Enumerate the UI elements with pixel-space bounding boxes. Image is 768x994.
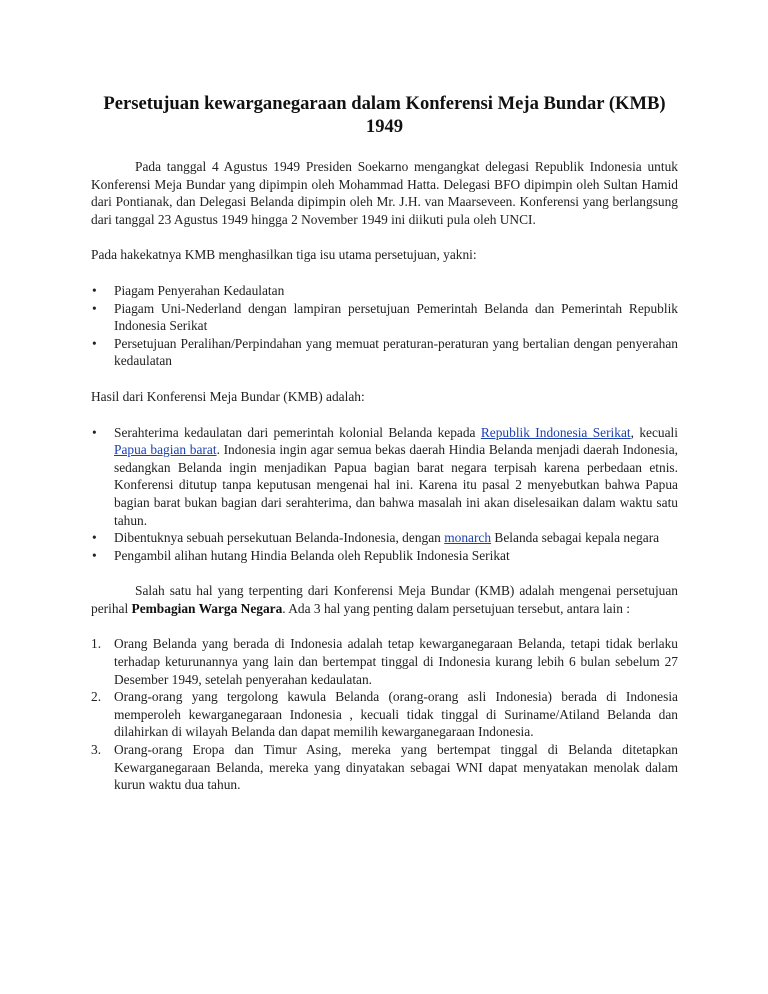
- result-text: Pengambil alihan hutang Hindia Belanda oleh Republik Indonesia Serikat: [114, 547, 510, 563]
- list-item: [91, 529, 678, 547]
- agreements-lead: Pada hakekatnya KMB menghasilkan tiga isu utama persetujuan, yakni:: [91, 247, 477, 263]
- list-number: 3.: [91, 742, 102, 758]
- citizenship-paragraph: [91, 582, 678, 617]
- list-item: [91, 547, 678, 565]
- list-item-text: Piagam Uni-Nederland dengan lampiran persetujuan Pemerintah Belanda dan Pemerintah Republik Indonesia Serikat: [114, 300, 678, 334]
- intro-paragraph: Pada tanggal 4 Agustus 1949 Presiden Soekarno mengangkat delegasi Republik Indonesia untuk Konferensi Meja Bundar yang dipimpin oleh Mohammad Hatta. Delegasi BFO dipimpin oleh Sultan Hamid dari Pontianak, dan Delegasi Belanda dipimpin oleh Mr. J.H. van Maarseveen. Konferensi yang berlangsung dari tanggal 23 Agustus 1949 hingga 2 November 1949 ini diikuti pula oleh UNCI.: [91, 159, 678, 227]
- citizenship-points-list: [91, 635, 678, 793]
- result-text: , kecuali: [630, 424, 678, 440]
- result-text: . Indonesia ingin agar semua bekas daerah Hindia Belanda menjadi daerah Indonesia, sedangkan Belanda ingin menjadikan Papua bagian barat negara terpisah karena perbedaan etnis. Konferensi ditutup tanpa keputusan mengenai hal ini. Karena itu pasal 2 menyebutkan bahwa Papua bagian barat bukan bagian dari serahterima, dan bahwa masalah ini akan diselesaikan dalam waktu satu tahun.: [114, 442, 679, 528]
- list-item-text: Orang-orang yang tergolong kawula Belanda (orang-orang asli Indonesia) berada di Indonesia memperoleh kewarganegaraan Indonesia , kecuali tidak tinggal di Suriname/Atiland Belanda dan dilahirkan di wilayah Belanda dan dapat memilih kewarganegaraan Indonesia.: [114, 689, 678, 740]
- list-item-text: Orang-orang Eropa dan Timur Asing, mereka yang bertempat tinggal di Belanda ditetapkan Kewarganegaraan Belanda, mereka yang dinyatakan sebagai WNI dapat menyatakan menolak dalam kurun waktu dua tahun.: [114, 742, 678, 793]
- list-item: [91, 688, 678, 741]
- paragraph-text: . Ada 3 hal yang penting dalam persetujuan tersebut, antara lain :: [282, 600, 630, 616]
- result-text: Belanda sebagai kepala negara: [491, 530, 660, 546]
- list-item: [91, 741, 678, 794]
- list-number: 1.: [91, 636, 102, 652]
- document-title: Persetujuan kewarganegaraan dalam Konferensi Meja Bundar (KMB) 1949: [103, 93, 666, 137]
- result-text: Serahterima kedaulatan dari pemerintah kolonial Belanda kepada: [114, 424, 481, 440]
- list-number: 2.: [91, 689, 102, 705]
- link-republik-indonesia-serikat[interactable]: Republik Indonesia Serikat: [480, 424, 631, 440]
- list-item-text: Persetujuan Peralihan/Perpindahan yang memuat peraturan-peraturan yang bertalian dengan penyerahan kedaulatan: [114, 335, 678, 369]
- list-item: [91, 282, 678, 300]
- list-item: [91, 300, 678, 335]
- bullet-icon: •: [92, 547, 97, 563]
- bullet-icon: •: [92, 335, 97, 351]
- bullet-icon: •: [92, 300, 97, 316]
- bullet-icon: •: [92, 530, 97, 546]
- bold-term: Pembagian Warga Negara: [131, 600, 283, 616]
- list-item-text: Orang Belanda yang berada di Indonesia adalah tetap kewarganegaraan Belanda, tetapi tidak berlaku terhadap keturunannya yang lain dan bertempat tinggal di Indonesia kurang lebih 6 bulan sebelum 27 Desember 1949, setelah penyerahan kedaulatan.: [114, 636, 678, 687]
- agreements-list: [91, 282, 678, 370]
- link-monarch[interactable]: monarch: [444, 530, 492, 546]
- list-item: [91, 335, 678, 370]
- paragraph-text: Salah satu hal yang terpenting dari Konferensi Meja Bundar (KMB) adalah mengenai persetujuan perihal: [91, 583, 678, 616]
- bullet-icon: •: [92, 282, 97, 298]
- list-item-text: Piagam Penyerahan Kedaulatan: [114, 282, 285, 298]
- list-item: [91, 635, 678, 688]
- bullet-icon: •: [92, 424, 97, 440]
- list-item: [91, 424, 678, 530]
- results-list: [91, 424, 678, 565]
- link-papua-bagian-barat[interactable]: Papua bagian barat: [114, 442, 217, 458]
- results-lead: Hasil dari Konferensi Meja Bundar (KMB) adalah:: [91, 388, 365, 404]
- result-text: Dibentuknya sebuah persekutuan Belanda-Indonesia, dengan: [114, 530, 445, 546]
